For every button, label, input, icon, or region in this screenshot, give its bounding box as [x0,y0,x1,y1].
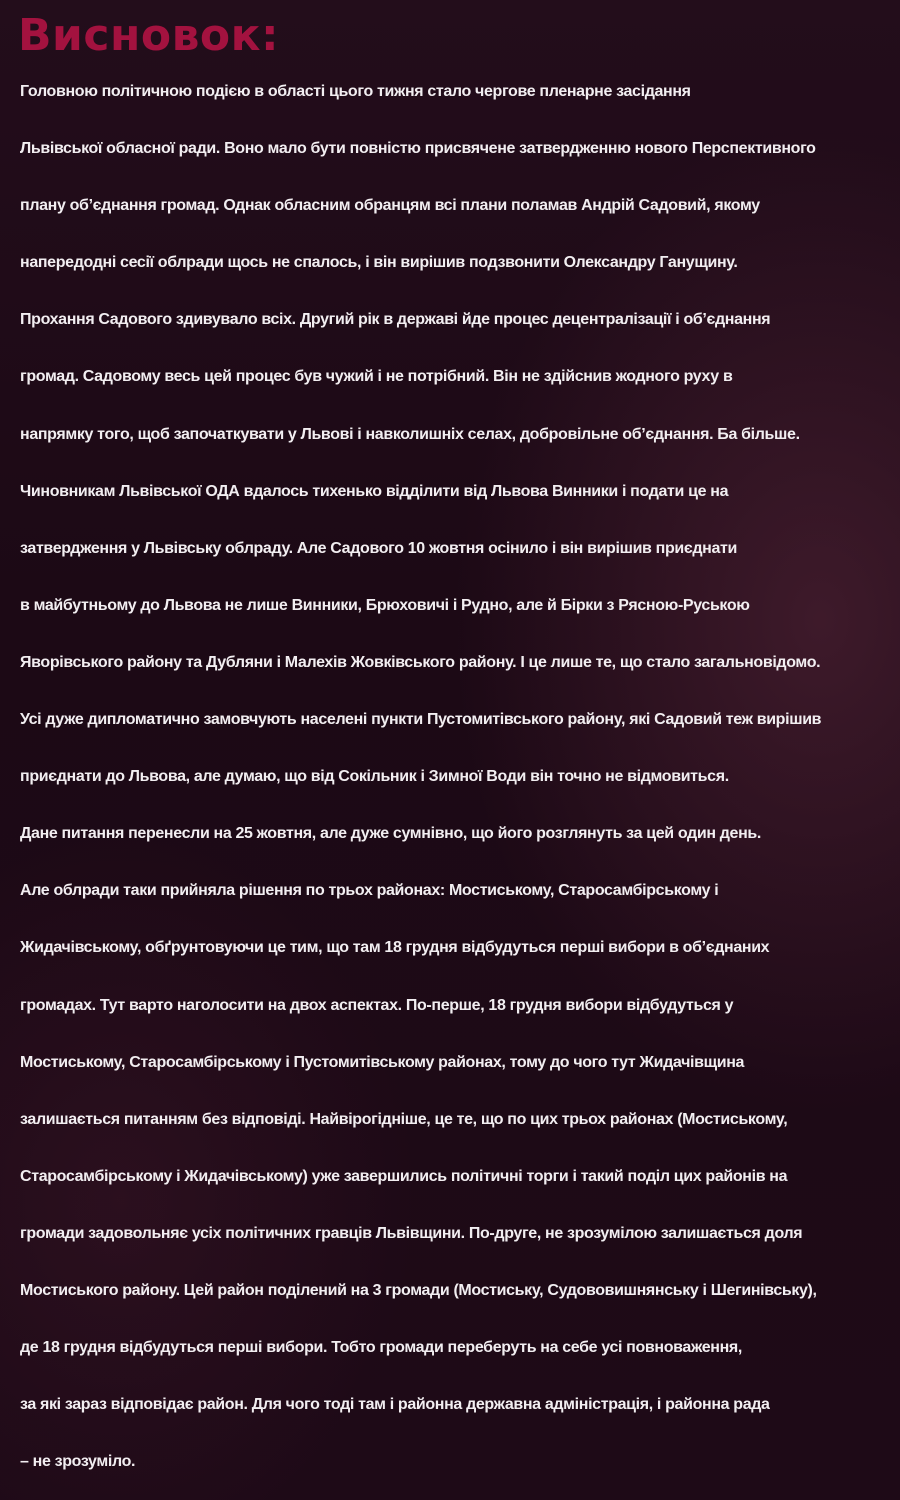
text-line: приєднати до Львова, але думаю, що від Сокільник і Зимної Води він точно не відмовиться. [20,768,729,786]
text-line: плану об’єднання громад. Однак обласним обранцям всі плани поламав Андрій Садовий, якому [20,197,760,215]
text-line: громади задовольняє усіх політичних гравців Львівщини. По-друге, не зрозумілою залишається доля [20,1224,803,1242]
text-line: Головною політичною подією в області цього тижня стало чергове пленарне засідання [20,83,691,100]
text-line: Львівської обласної ради. Воно мало бути повністю присвячене затвердженню нового Перспективного [20,140,816,158]
text-line: громад. Садовому весь цей процес був чужий і не потрібний. Він не здійснив жодного руху в [20,368,733,386]
text-line: в майбутньому до Львова не лише Винники, Брюховичі і Рудно, але й Бірки з Рясною-Руською [20,596,750,614]
text-line: Чиновникам Львівської ОДА вдалось тихенько відділити від Львова Винники і подати це на [20,482,729,500]
text-line: Усі дуже дипломатично замовчують населені пункти Пустомитівського району, які Садовий теж вирішив [20,711,822,729]
text-line: Старосамбірському і Жидачівському) уже завершились політичні торги і такий поділ цих районів на [20,1167,788,1185]
text-line: Мостиському, Старосамбірському і Пустомитівському районах, тому до чого тут Жидачівщина [20,1053,745,1071]
text-line: за які зараз відповідає район. Для чого тоді там і районна державна адміністрація, і районна рада [20,1396,770,1414]
text-line: громадах. Тут варто наголосити на двох аспектах. По-перше, 18 грудня вибори відбудуться у [20,996,734,1014]
text-line: Жидачівському, обґрунтовуючи це тим, що там 18 грудня відбудуться перші вибори в об’єднаних [20,939,770,957]
text-line: напередодні сесії облради щось не спалось, і він вирішив подзвонити Олександру Ганущину. [20,254,738,272]
text-line: – не зрозуміло. [20,1453,136,1471]
text-line: залишається питанням без відповіді. Найвірогідніше, це те, що по цих трьох районах (Мостиському, [20,1110,788,1128]
text-line: Яворівського району та Дубляни і Малехів Жовківського району. І це лише те, що стало загальновідомо. [20,653,821,671]
article-body [20,72,892,1499]
text-line: де 18 грудня відбудуться перші вибори. Тобто громади переберуть на себе усі повноваження, [20,1339,743,1357]
text-line: затвердження у Львівську облраду. Але Садового 10 жовтня осінило і він вирішив приєднати [20,539,737,557]
text-line: напрямку того, щоб започаткувати у Львові і навколишніх селах, добровільне об’єднання. Ба більше. [20,425,800,443]
article-title: Висновок: [18,10,280,61]
text-line: Але облради таки прийняла рішення по трьох районах: Мостиському, Старосамбірському і [20,882,719,900]
text-line: Мостиського району. Цей район поділений на 3 громади (Мостиську, Судововишнянську і Шегинівську), [20,1281,817,1299]
text-line: Дане питання перенесли на 25 жовтня, але дуже сумнівно, що його розглянуть за цей один день. [20,825,761,843]
text-line: Прохання Садового здивувало всіх. Другий рік в державі йде процес децентралізації і об’єднання [20,311,771,329]
